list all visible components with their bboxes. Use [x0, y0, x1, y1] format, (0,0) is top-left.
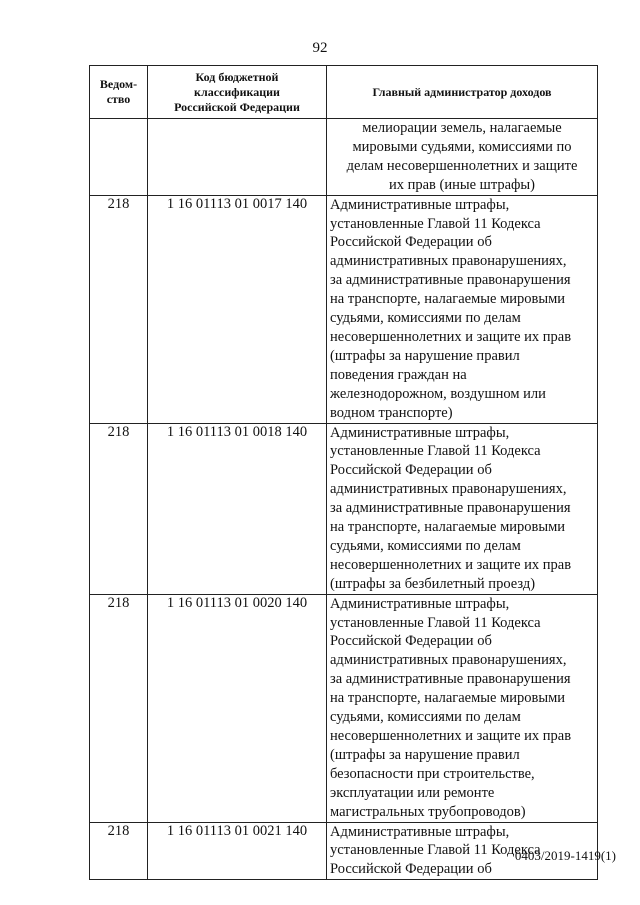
administrator-text-line: судьями, комиссиями по делам — [330, 537, 521, 554]
administrator-text-line: (штрафы за нарушение правил — [330, 746, 520, 763]
administrator-text-line: на транспорте, налагаемые мировыми — [330, 519, 566, 536]
administrator-cell — [327, 195, 598, 423]
administrator-text-line: несовершеннолетних и защите их прав — [330, 728, 572, 744]
administrator-cell — [327, 423, 598, 594]
dept-cell — [90, 119, 148, 196]
table-header-row — [90, 66, 598, 119]
header-admin-line: Главный администратор доходов — [372, 84, 552, 99]
administrator-text-line: (штрафы за нарушение правил — [330, 347, 520, 364]
table-row — [90, 195, 598, 423]
administrator-text-line: магистральных трубопроводов) — [330, 803, 526, 820]
header-dept-line: ство — [106, 92, 131, 106]
budget-code-cell: 1 16 01113 01 0020 140 — [148, 594, 327, 822]
administrator-text-line: Российской Федерации об — [330, 861, 492, 878]
administrator-text-line: за административные правонарушения — [330, 500, 571, 517]
administrator-text-line: административных правонарушениях, — [330, 481, 567, 498]
table-row — [90, 423, 598, 594]
budget-code-cell: 1 16 01113 01 0021 140 — [148, 822, 327, 880]
budget-code-cell: 1 16 01113 01 0017 140 — [148, 195, 327, 423]
administrator-text-line: за административные правонарушения — [330, 272, 571, 289]
table-row — [90, 119, 598, 196]
administrator-text-line: судьями, комиссиями по делам — [330, 709, 521, 726]
administrator-text-line: несовершеннолетних и защите их прав — [330, 328, 572, 345]
administrator-text-line: на транспорте, налагаемые мировыми — [330, 291, 566, 308]
administrator-text-line: установленные Главой 11 Кодекса — [330, 443, 541, 460]
administrator-text-line: безопасности при строительстве, — [330, 765, 535, 782]
administrator-text-line: административных правонарушениях, — [330, 253, 567, 270]
administrator-cell — [327, 119, 598, 196]
administrator-text-line: Административные штрафы, — [330, 196, 510, 213]
administrator-text-line: водном транспорте) — [330, 404, 453, 421]
header-code-line: Российской Федерации — [174, 99, 300, 114]
header-dept — [90, 66, 148, 119]
administrator-text-line: поведения граждан на — [330, 366, 467, 383]
administrator-text-line: Российской Федерации об — [330, 234, 492, 251]
administrator-text-line: Российской Федерации об — [330, 633, 492, 650]
administrator-text-line: мировыми судьями, комиссиями по — [352, 138, 572, 155]
administrator-text-line: (штрафы за безбилетный проезд) — [330, 575, 536, 592]
budget-classification-table — [89, 65, 598, 880]
administrator-text-line: их прав (иные штрафы) — [388, 176, 536, 193]
administrator-text-line: административных правонарушениях, — [330, 652, 567, 669]
dept-cell: 218 — [90, 594, 148, 822]
administrator-text-line: установленные Главой 11 Кодекса — [330, 842, 541, 859]
document-number: 0403/2019-1419(1) — [514, 848, 616, 863]
dept-cell: 218 — [90, 423, 148, 594]
administrator-text-line: Российской Федерации об — [330, 462, 492, 479]
administrator-text-line: железнодорожном, воздушном или — [330, 385, 546, 402]
table-row — [90, 594, 598, 822]
administrator-text-line: установленные Главой 11 Кодекса — [330, 614, 541, 631]
administrator-text-line: делам несовершеннолетних и защите — [346, 157, 578, 174]
administrator-text-line: за административные правонарушения — [330, 671, 571, 688]
header-code-line: классификации — [194, 84, 280, 99]
administrator-cell — [327, 594, 598, 822]
budget-code-cell — [148, 119, 327, 196]
header-code — [148, 66, 327, 119]
table-body — [90, 119, 598, 880]
budget-code-cell: 1 16 01113 01 0018 140 — [148, 423, 327, 594]
administrator-text-line: мелиорации земель, налагаемые — [362, 120, 562, 136]
header-admin — [327, 66, 598, 119]
header-code-line: Код бюджетной — [195, 69, 279, 84]
administrator-text-line: Административные штрафы, — [330, 424, 510, 441]
header-dept-line: Ведом- — [99, 77, 138, 91]
administrator-text-line: несовершеннолетних и защите их прав — [330, 556, 572, 573]
dept-cell: 218 — [90, 822, 148, 880]
page-number: 92 — [312, 40, 328, 56]
dept-cell: 218 — [90, 195, 148, 423]
administrator-text-line: Административные штрафы, — [330, 823, 510, 840]
administrator-text-line: эксплуатации или ремонте — [330, 784, 495, 801]
administrator-text-line: судьями, комиссиями по делам — [330, 310, 521, 327]
administrator-text-line: Административные штрафы, — [330, 595, 510, 612]
administrator-text-line: установленные Главой 11 Кодекса — [330, 215, 541, 232]
administrator-text-line: на транспорте, налагаемые мировыми — [330, 690, 566, 707]
